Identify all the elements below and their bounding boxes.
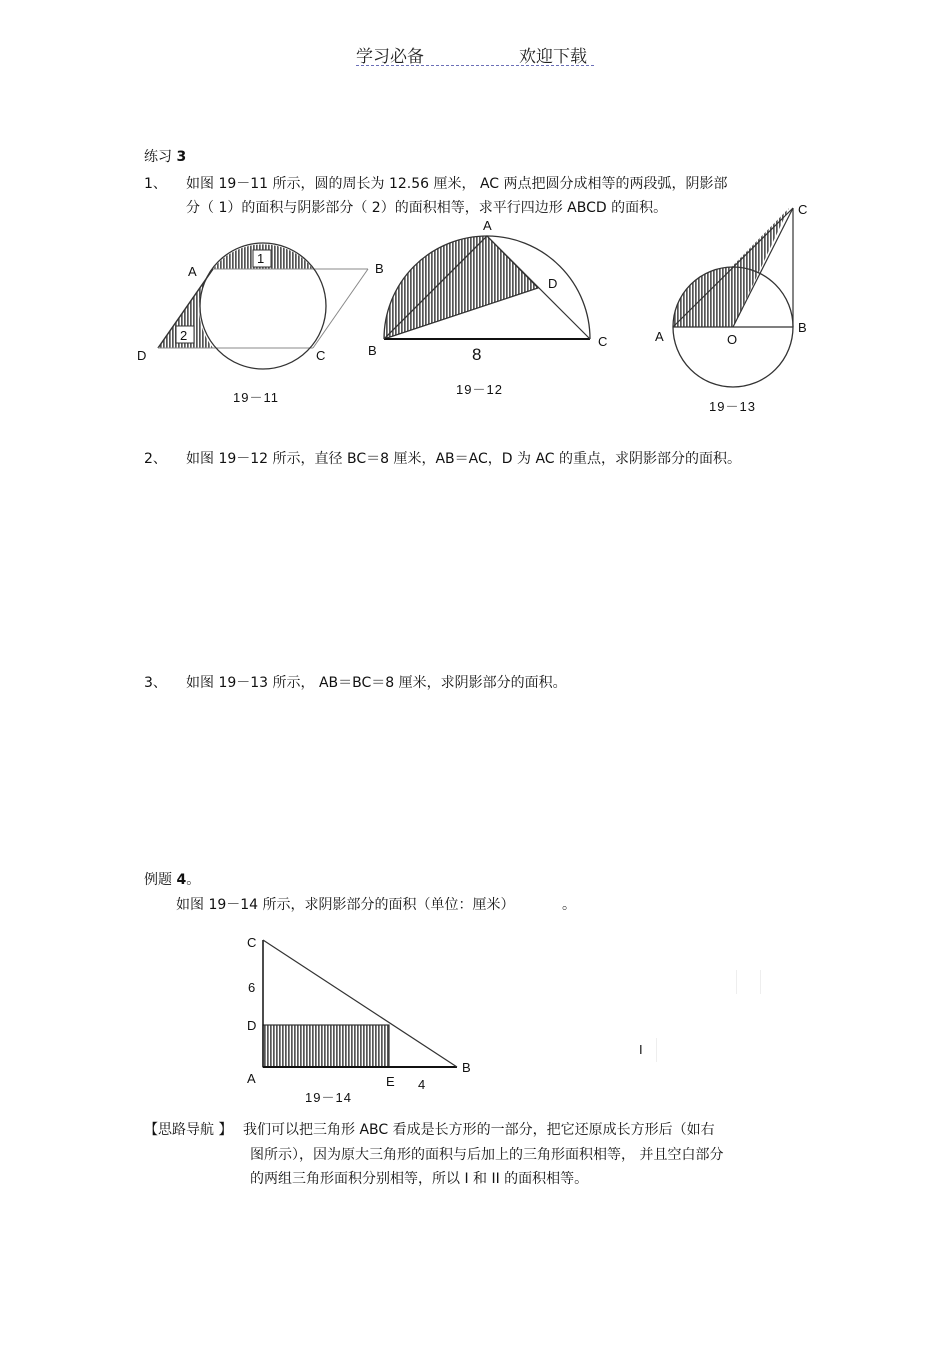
header-divider	[356, 65, 594, 66]
right-figure-mark	[736, 970, 737, 994]
fig13-label-b: B	[798, 320, 807, 335]
right-figure-mark-3	[656, 1038, 657, 1062]
fig11-label-d: D	[137, 348, 147, 363]
hint-label: 【思路导航 】	[144, 1122, 233, 1138]
fig11-region1-label: 1	[257, 251, 265, 266]
q2-number: 2、	[144, 451, 167, 467]
fig14-label-b: B	[462, 1060, 471, 1075]
example-text: 如图 19－14 所示，求阴影部分的面积（单位：厘米）	[176, 897, 515, 913]
example-suffix: 。	[186, 872, 201, 888]
fig14-label-d: D	[247, 1018, 257, 1033]
fig14-label-four: 4	[418, 1077, 426, 1092]
fig11-region2-label: 2	[180, 328, 188, 343]
q3-number: 3、	[144, 675, 167, 691]
figure-19-13	[665, 200, 808, 390]
fig14-label-a: A	[247, 1071, 256, 1086]
fig12-length: 8	[472, 345, 482, 364]
q1-line1: 如图 19－11 所示，圆的周长为 12.56 厘米， AC 两点把圆分成相等的两段弧，阴影部	[186, 176, 728, 192]
q1-line2: 分（ 1）的面积与阴影部分（ 2）的面积相等，求平行四边形 ABCD 的面积。	[186, 200, 668, 216]
fig13-label-o: O	[727, 332, 738, 347]
fig11-label-b: B	[375, 261, 384, 276]
practice-heading	[144, 146, 186, 166]
header-right: 欢迎下载	[519, 47, 587, 67]
fig12-caption: 19－12	[456, 382, 503, 397]
example-heading	[144, 869, 200, 889]
fig14-label-e: E	[386, 1074, 395, 1089]
hint-line2: 图所示），因为原大三角形的面积与后加上的三角形面积相等， 并且空白部分	[250, 1147, 724, 1163]
example-number: 4	[176, 872, 187, 888]
shaded-rectangle	[263, 1025, 389, 1067]
q1-number: 1、	[144, 176, 167, 192]
fig12-label-c: C	[598, 334, 608, 349]
example-end: 。	[562, 897, 576, 913]
fig12-label-b: B	[368, 343, 377, 358]
figure-19-12	[380, 225, 600, 350]
right-figure-roman-one: I	[639, 1042, 643, 1057]
fig11-label-c: C	[316, 348, 326, 363]
hint-line1: 我们可以把三角形 ABC 看成是长方形的一部分，把它还原成长方形后（如右	[243, 1122, 715, 1138]
fig11-label-a: A	[188, 264, 197, 279]
fig14-caption: 19－14	[305, 1090, 352, 1105]
example-title: 例题	[144, 872, 172, 888]
q2-text: 如图 19－12 所示，直径 BC＝8 厘米，AB＝AC，D 为 AC 的重点，求阴影部分的面积。	[186, 451, 741, 467]
right-figure-mark-2	[760, 970, 761, 994]
figure-19-11	[130, 235, 380, 385]
fig12-label-d: D	[548, 276, 558, 291]
fig13-caption: 19－13	[709, 399, 756, 414]
fig13-label-c: C	[798, 202, 808, 217]
practice-title: 练习	[144, 149, 172, 165]
practice-number: 3	[176, 149, 187, 165]
header-left: 学习必备	[356, 47, 424, 67]
fig14-label-six: 6	[248, 980, 256, 995]
fig14-label-c: C	[247, 935, 257, 950]
q3-text: 如图 19－13 所示， AB＝BC＝8 厘米，求阴影部分的面积。	[186, 675, 567, 691]
fig11-caption: 19－11	[233, 390, 279, 405]
figure-19-14	[255, 930, 475, 1075]
fig12-label-a: A	[483, 218, 492, 233]
fig13-label-a: A	[655, 329, 664, 344]
hint-line3: 的两组三角形面积分别相等，所以 I 和 II 的面积相等。	[250, 1171, 589, 1187]
